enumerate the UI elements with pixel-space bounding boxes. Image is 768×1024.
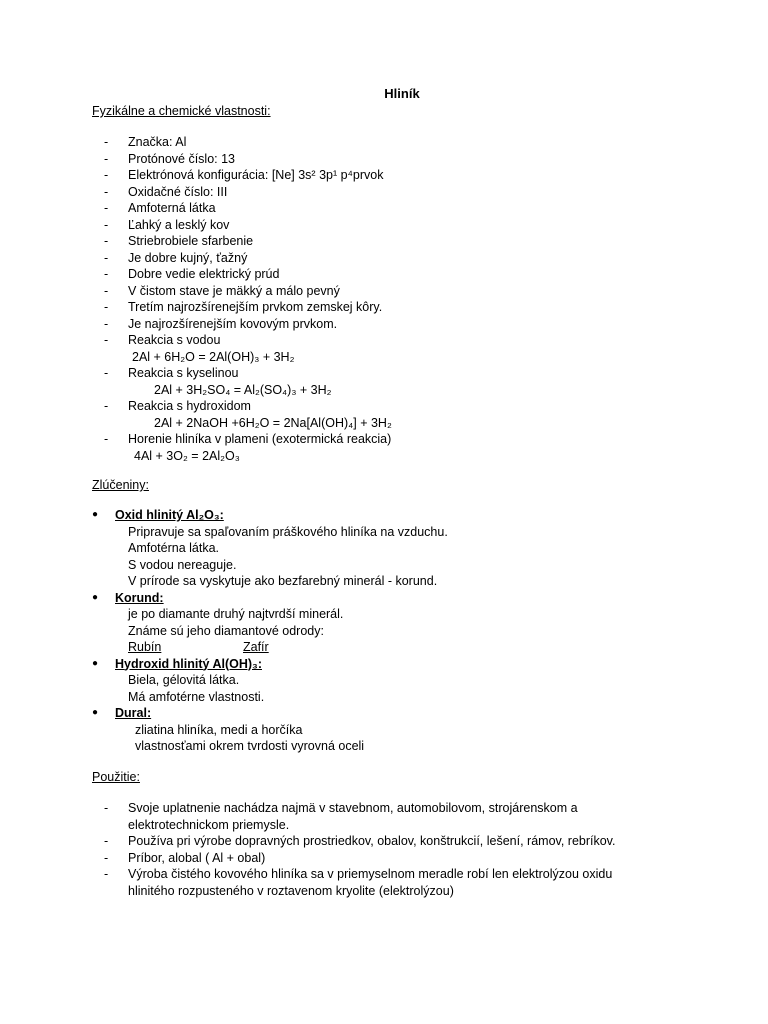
compound-line: zliatina hliníka, medi a horčíka <box>135 722 303 737</box>
compound-name: Hydroxid hlinitý Al(OH)₃: <box>115 656 262 671</box>
variety-rubin: Rubín <box>128 640 162 654</box>
compound-line: vlastnosťami okrem tvrdosti vyrovná oceli <box>135 739 365 753</box>
compound-line: S vodou nereaguje. <box>128 557 237 572</box>
list-item: - Príbor, alobal ( Al + obal) <box>104 850 266 865</box>
list-item: - Reakcia s vodou 2Al + 6H₂O = 2Al(OH)₃ + 3H₂ <box>92 332 392 365</box>
compound-item <box>92 590 448 656</box>
list-item: - Tretím najrozšírenejším prvkom zemskej kôry. <box>104 300 383 314</box>
list-item: - V čistom stave je mäkký a málo pevný <box>104 283 340 298</box>
list-item: - Striebrobiele sfarbenie <box>104 234 254 248</box>
variety-zafir: Zafír <box>243 640 269 654</box>
compound-line: V prírode sa vyskytuje ako bezfarebný minerál - korund. <box>128 574 438 588</box>
list-item: - Ľahký a lesklý kov <box>104 217 230 232</box>
compound-item <box>92 507 448 590</box>
list-item: - Protónové číslo: 13 <box>104 151 236 166</box>
list-item-text: Používa pri výrobe dopravných prostriedkov, obalov, konštrukcií, lešení, rámov, rebríkov. <box>128 834 616 848</box>
list-item-text: Protónové číslo: 13 <box>128 151 236 166</box>
compound-line: Známe sú jeho diamantové odrody: <box>128 623 324 638</box>
list-item-text: Ľahký a lesklý kov <box>128 217 230 232</box>
page-title: Hliník <box>384 86 420 101</box>
section-heading-compounds: Zlúčeniny: <box>92 478 149 492</box>
compound-line: Amfotérna látka. <box>128 541 220 555</box>
bullet-icon: ● <box>92 657 99 669</box>
bullet-icon: ● <box>92 509 99 520</box>
compound-line: Biela, gélovitá látka. <box>128 673 240 687</box>
properties-list <box>92 134 392 464</box>
list-item-text: Horenie hliníka v plameni (exotermická reakcia) <box>128 432 392 446</box>
equation-hydroxide: 2Al + 2NaOH +6H₂O = 2Na[Al(OH)₄] + 3H₂ <box>154 415 392 430</box>
list-item-text: Reakcia s kyselinou <box>128 366 239 380</box>
list-item-text: Značka: Al <box>128 135 187 149</box>
list-item: - Elektrónová konfigurácia: [Ne] 3s² 3p¹ p⁴prvok <box>104 168 384 182</box>
list-item-text: Je dobre kujný, ťažný <box>128 250 248 265</box>
list-item: - Značka: Al <box>104 135 187 149</box>
compound-name: Korund: <box>115 590 164 605</box>
list-item-text: Reakcia s vodou <box>128 333 221 347</box>
list-item: - Svoje uplatnenie nachádza najmä v stavebnom, automobilovom, strojárenskom a elektrotechnickom priemysle. <box>104 801 578 832</box>
list-item-text: Amfoterná látka <box>128 201 216 215</box>
list-item: - Je dobre kujný, ťažný <box>104 250 248 265</box>
compound-name: Dural: <box>115 706 152 720</box>
bullet-icon: ● <box>92 591 99 603</box>
list-item: - Horenie hliníka v plameni (exotermická reakcia) 4Al + 3O₂ = 2Al₂O₃ <box>104 432 392 463</box>
compound-line: Pripravuje sa spaľovaním práškového hliníka na vzduchu. <box>128 524 448 539</box>
list-item-text: Svoje uplatnenie nachádza najmä v stavebnom, automobilovom, strojárenskom a elektrotechnickom priemysle. <box>128 801 578 832</box>
list-item-text: Je najrozšírenejším kovovým prvkom. <box>128 316 338 331</box>
list-item-text: Elektrónová konfigurácia: [Ne] 3s² 3p¹ p⁴prvok <box>128 168 384 182</box>
list-item: - Amfoterná látka <box>104 201 216 215</box>
section-heading-usage: Použitie: <box>92 770 140 784</box>
gem-varieties <box>115 639 448 656</box>
compound-line: je po diamante druhý najtvrdší minerál. <box>128 607 344 621</box>
list-item: - Reakcia s kyselinou 2Al + 3H₂SO₄ = Al₂(SO₄)₃ + 3H₂ <box>92 365 392 398</box>
list-item: - Je najrozšírenejším kovovým prvkom. <box>104 316 338 331</box>
compounds-list <box>92 507 448 755</box>
list-item-text: Striebrobiele sfarbenie <box>128 234 254 248</box>
list-item-text: Dobre vedie elektrický prúd <box>128 267 280 281</box>
equation-water: 2Al + 6H₂O = 2Al(OH)₃ + 3H₂ <box>132 349 295 364</box>
bullet-icon: ● <box>92 707 99 718</box>
list-item: - Oxidačné číslo: III <box>104 184 228 199</box>
equation-acid: 2Al + 3H₂SO₄ = Al₂(SO₄)₃ + 3H₂ <box>154 382 332 397</box>
section-heading-properties: Fyzikálne a chemické vlastnosti: <box>92 104 271 118</box>
list-item: - Reakcia s hydroxidom 2Al + 2NaOH +6H₂O = 2Na[Al(OH)₄] + 3H₂ <box>104 399 392 430</box>
list-item-text: Príbor, alobal ( Al + obal) <box>128 850 266 865</box>
list-item: - Dobre vedie elektrický prúd <box>104 267 280 281</box>
compound-name: Oxid hlinitý Al₂O₃: <box>115 508 224 522</box>
list-item-text: Výroba čistého kovového hliníka sa v priemyselnom meradle robí len elektrolýzou oxidu hlinitého rozpusteného v roztavenom kryolite (elektrolýzou) <box>128 867 613 898</box>
list-item: - Používa pri výrobe dopravných prostriedkov, obalov, konštrukcií, lešení, rámov, rebríkov. <box>104 834 616 848</box>
compound-item <box>92 705 448 755</box>
list-item: - Výroba čistého kovového hliníka sa v priemyselnom meradle robí len elektrolýzou oxidu hlinitého rozpusteného v roztavenom kryolite (elektrolýzou) <box>104 867 613 898</box>
usage-list <box>92 800 652 899</box>
equation-burning: 4Al + 3O₂ = 2Al₂O₃ <box>134 448 240 463</box>
compound-line: Má amfotérne vlastnosti. <box>128 689 265 704</box>
list-item-text: Tretím najrozšírenejším prvkom zemskej kôry. <box>128 300 383 314</box>
list-item-text: V čistom stave je mäkký a málo pevný <box>128 283 340 298</box>
list-item-text: Reakcia s hydroxidom <box>128 399 251 413</box>
compound-item <box>92 656 448 706</box>
list-item-text: Oxidačné číslo: III <box>128 184 228 199</box>
